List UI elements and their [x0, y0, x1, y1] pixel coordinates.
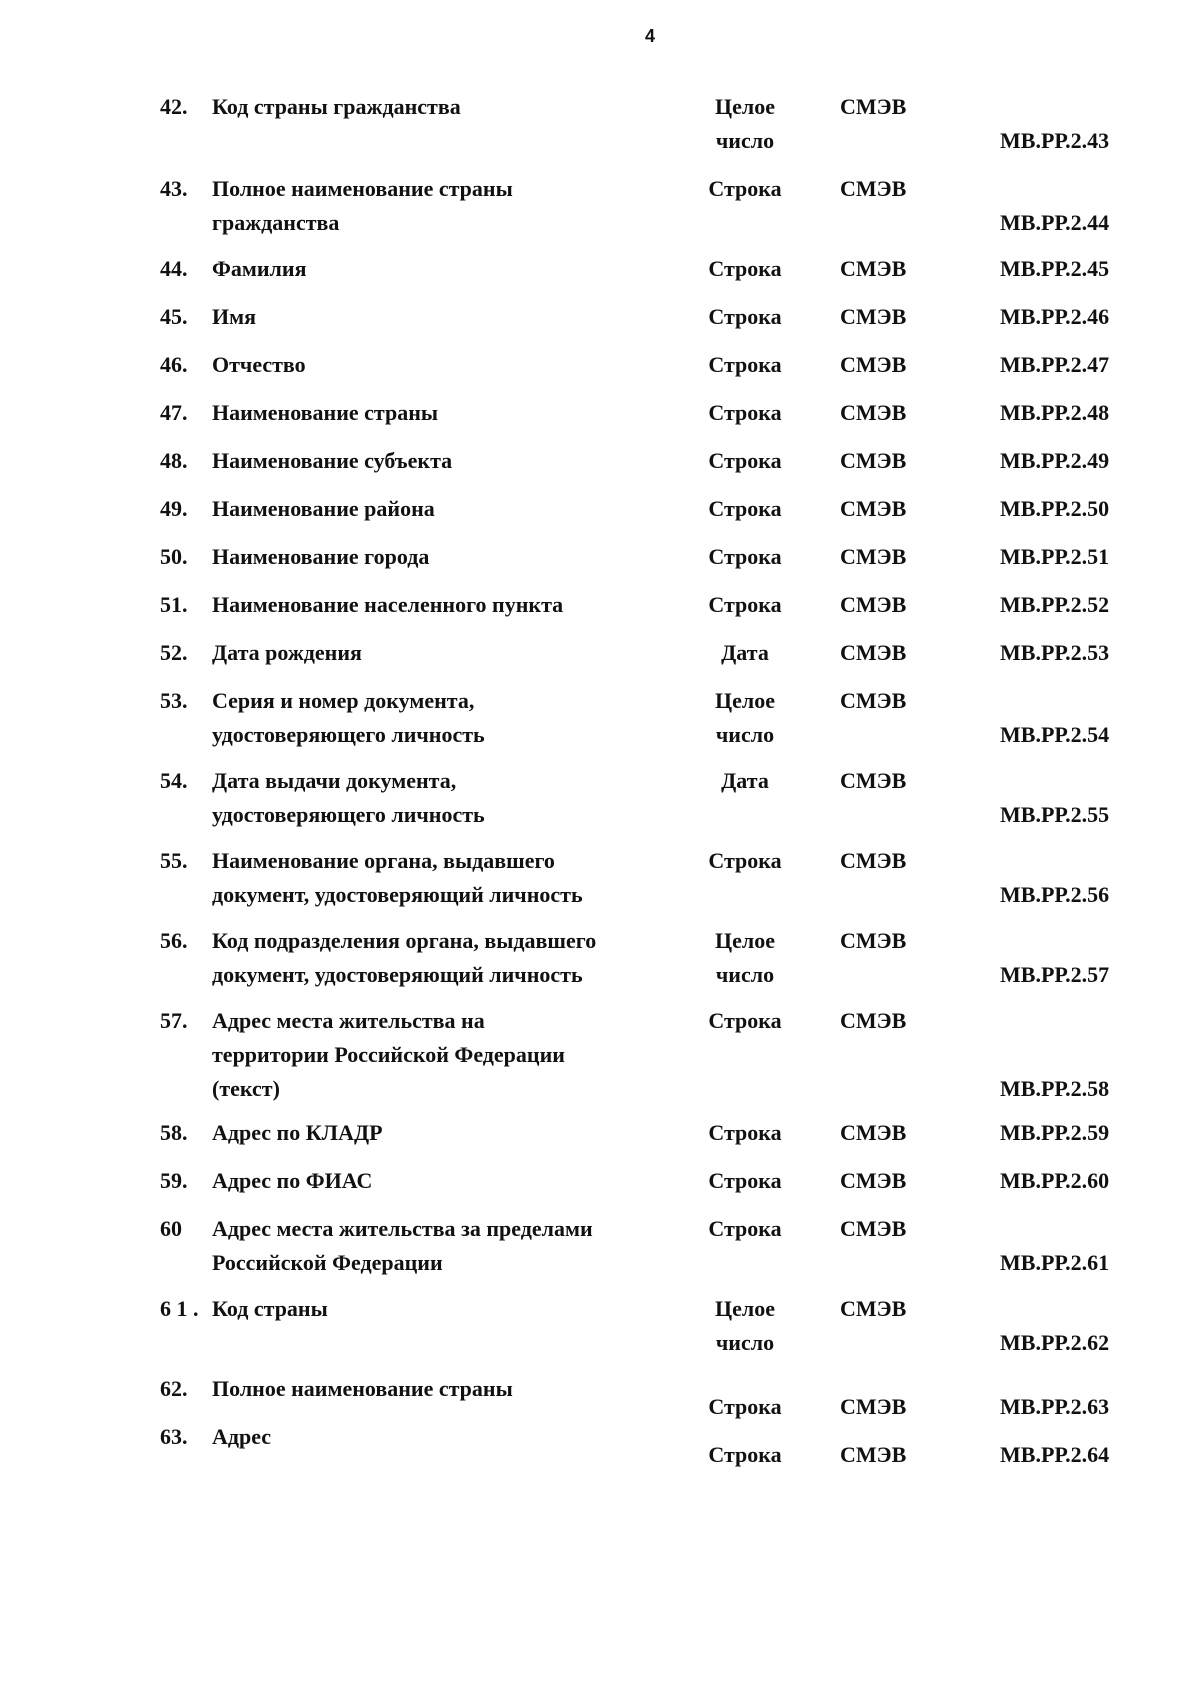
row-code: МВ.РР.2.56 [1000, 882, 1110, 907]
row-type: Строка [708, 1394, 782, 1419]
row-type: Целое число [715, 94, 775, 153]
row-type: Строка [708, 592, 782, 617]
row-source: СМЭВ [840, 640, 907, 665]
table-row [0, 924, 1200, 1004]
row-source: СМЭВ [840, 1168, 907, 1193]
table-row [0, 1212, 1200, 1292]
row-name: Код подразделения органа, выдавшего документ, удостоверяющий личность [212, 928, 597, 987]
row-code: МВ.РР.2.50 [1000, 496, 1110, 521]
row-name: Дата выдачи документа, удостоверяющего личность [212, 768, 485, 827]
table-row [0, 1116, 1200, 1164]
row-code: МВ.РР.2.60 [1000, 1168, 1110, 1193]
row-type: Строка [708, 496, 782, 521]
table-row [0, 90, 1200, 172]
row-name: Наименование субъекта [212, 448, 453, 473]
row-name: Наименование населенного пункта [212, 592, 564, 617]
row-source: СМЭВ [840, 94, 907, 119]
row-source: СМЭВ [840, 400, 907, 425]
table-row [0, 1292, 1200, 1372]
row-type: Строка [708, 176, 782, 201]
row-num: 63. [160, 1424, 188, 1449]
row-name: Имя [212, 304, 256, 329]
row-type: Дата [721, 768, 769, 793]
row-source: СМЭВ [840, 1442, 907, 1467]
row-code: МВ.РР.2.62 [1000, 1330, 1110, 1355]
row-name: Серия и номер документа, удостоверяющего личность [212, 688, 485, 747]
row-num: 57. [160, 1008, 188, 1033]
row-code: МВ.РР.2.57 [1000, 962, 1110, 987]
table-row [0, 348, 1200, 396]
row-type: Целое число [715, 1296, 775, 1355]
page-number: 4 [644, 26, 655, 46]
row-num: 42. [160, 94, 188, 119]
row-source: СМЭВ [840, 848, 907, 873]
row-num: 43. [160, 176, 188, 201]
row-name: Адрес по ФИАС [212, 1168, 373, 1193]
row-code: МВ.РР.2.61 [1000, 1250, 1110, 1275]
table-row [0, 684, 1200, 764]
row-num: 44. [160, 256, 188, 281]
row-type: Целое число [715, 688, 775, 747]
row-name: Дата рождения [212, 640, 362, 665]
row-type: Строка [708, 256, 782, 281]
row-source: СМЭВ [840, 448, 907, 473]
table-row [0, 252, 1200, 300]
row-name: Фамилия [212, 256, 307, 281]
row-num: 58. [160, 1120, 188, 1145]
table-row [0, 396, 1200, 444]
row-code: МВ.РР.2.44 [1000, 210, 1110, 235]
row-source: СМЭВ [840, 1216, 907, 1241]
table-row [0, 1164, 1200, 1212]
row-source: СМЭВ [840, 688, 907, 713]
table-row [0, 844, 1200, 924]
row-num: 56. [160, 928, 188, 953]
row-source: СМЭВ [840, 1120, 907, 1145]
row-type: Строка [708, 304, 782, 329]
row-source: СМЭВ [840, 1008, 907, 1033]
row-name: Код страны гражданства [212, 94, 461, 119]
row-code: МВ.РР.2.52 [1000, 592, 1110, 617]
row-name: Наименование органа, выдавшего документ, удостоверяющий личность [212, 848, 583, 907]
row-name: Адрес по КЛАДР [212, 1120, 383, 1145]
row-source: СМЭВ [840, 1394, 907, 1419]
table-row [0, 540, 1200, 588]
row-code: МВ.РР.2.48 [1000, 400, 1110, 425]
row-code: МВ.РР.2.51 [1000, 544, 1110, 569]
row-source: СМЭВ [840, 1296, 907, 1321]
row-name: Адрес [212, 1424, 272, 1449]
row-num: 48. [160, 448, 188, 473]
table-row [0, 636, 1200, 684]
row-name: Отчество [212, 352, 306, 377]
row-source: СМЭВ [840, 304, 907, 329]
row-code: МВ.РР.2.54 [1000, 722, 1110, 747]
row-num: 53. [160, 688, 188, 713]
table-row [0, 1372, 1200, 1420]
row-code: МВ.РР.2.45 [1000, 256, 1110, 281]
row-type: Строка [708, 352, 782, 377]
row-type: Дата [721, 640, 769, 665]
row-code: МВ.РР.2.64 [1000, 1442, 1110, 1467]
row-source: СМЭВ [840, 176, 907, 201]
table-row [0, 300, 1200, 348]
table-row [0, 1420, 1200, 1468]
row-type: Строка [708, 848, 782, 873]
row-type: Строка [708, 1008, 782, 1033]
row-num: 52. [160, 640, 188, 665]
table-row [0, 492, 1200, 540]
table-row [0, 1004, 1200, 1116]
row-num: 51. [160, 592, 188, 617]
row-name: Наименование района [212, 496, 435, 521]
row-type: Строка [708, 400, 782, 425]
row-type: Строка [708, 1168, 782, 1193]
row-code: МВ.РР.2.55 [1000, 802, 1110, 827]
row-type: Строка [708, 1216, 782, 1241]
row-code: МВ.РР.2.53 [1000, 640, 1110, 665]
row-num: 46. [160, 352, 188, 377]
row-num: 45. [160, 304, 188, 329]
row-name: Код страны [212, 1296, 328, 1321]
row-source: СМЭВ [840, 592, 907, 617]
row-code: МВ.РР.2.47 [1000, 352, 1110, 377]
row-num: 54. [160, 768, 188, 793]
row-name: Наименование города [212, 544, 430, 569]
row-source: СМЭВ [840, 352, 907, 377]
row-num: 60 [160, 1216, 182, 1241]
row-source: СМЭВ [840, 544, 907, 569]
row-code: МВ.РР.2.43 [1000, 128, 1110, 153]
row-type: Строка [708, 544, 782, 569]
row-name: Полное наименование страны [212, 1376, 513, 1401]
row-source: СМЭВ [840, 256, 907, 281]
row-code: МВ.РР.2.63 [1000, 1394, 1110, 1419]
row-type: Строка [708, 448, 782, 473]
table-row [0, 172, 1200, 252]
table-row [0, 764, 1200, 844]
row-num: 6 1 . [160, 1296, 199, 1321]
row-name: Наименование страны [212, 400, 439, 425]
row-type: Строка [708, 1442, 782, 1467]
row-code: МВ.РР.2.59 [1000, 1120, 1110, 1145]
row-type: Строка [708, 1120, 782, 1145]
row-source: СМЭВ [840, 768, 907, 793]
row-code: МВ.РР.2.58 [1000, 1076, 1110, 1101]
row-num: 59. [160, 1168, 188, 1193]
data-table [0, 90, 1200, 1468]
row-name: Полное наименование страны гражданства [212, 176, 513, 235]
row-code: МВ.РР.2.49 [1000, 448, 1110, 473]
row-name: Адрес места жительства на территории Российской Федерации (текст) [212, 1008, 565, 1101]
table-row [0, 444, 1200, 492]
row-num: 50. [160, 544, 188, 569]
row-source: СМЭВ [840, 496, 907, 521]
row-source: СМЭВ [840, 928, 907, 953]
row-code: МВ.РР.2.46 [1000, 304, 1110, 329]
row-name: Адрес места жительства за пределами Российской Федерации [212, 1216, 593, 1275]
table-row [0, 588, 1200, 636]
row-type: Целое число [715, 928, 775, 987]
row-num: 49. [160, 496, 188, 521]
row-num: 47. [160, 400, 188, 425]
row-num: 55. [160, 848, 188, 873]
row-num: 62. [160, 1376, 188, 1401]
